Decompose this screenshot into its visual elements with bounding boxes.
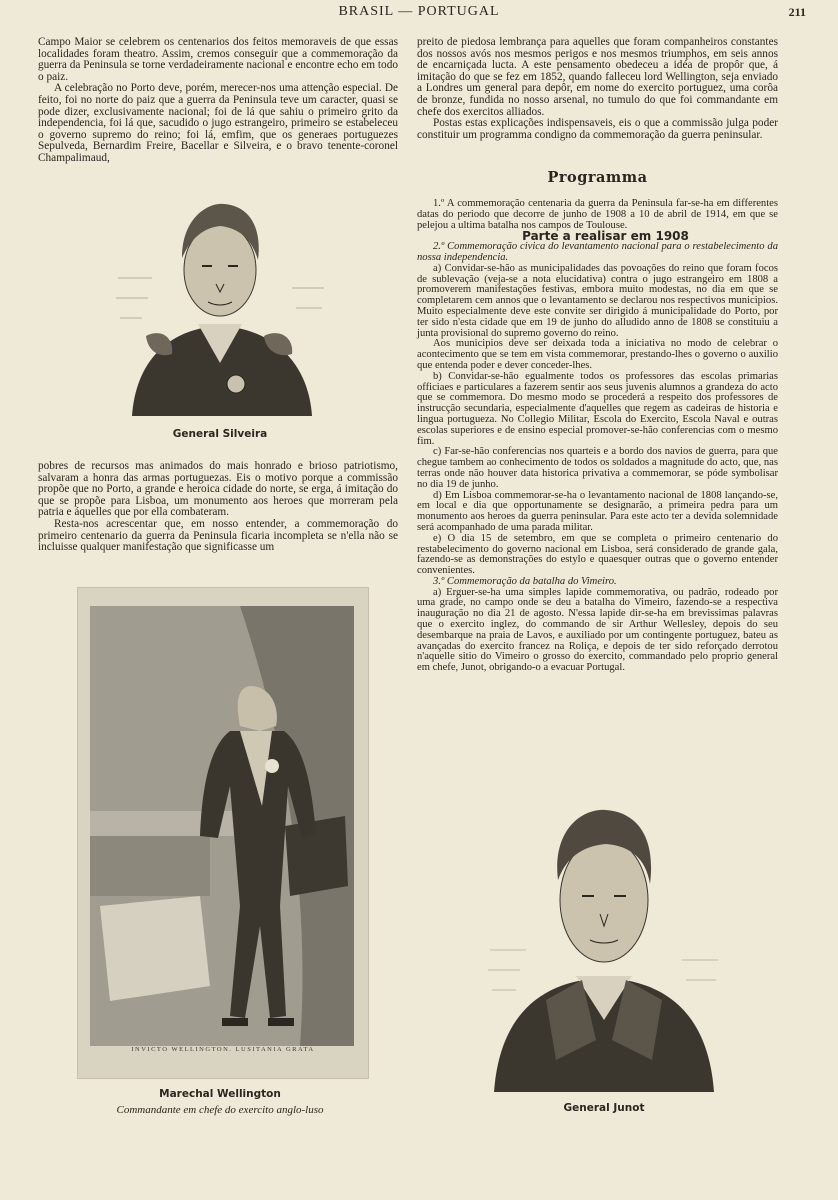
wellington-subcaption: Commandante em chefe do exercito anglo-luso [116, 1104, 324, 1116]
item-3a: a) Erguer-se-ha uma simples lapide commemorativa, ou padrão, rodeado por uma grade, no campo onde se deu a batalha do Vimeiro, fazendo-se a respectiva inauguração no dia 21 de agosto. N'essa lapide dir-se-ha em brevissimas palavras que o exercito inglez, do commando de sir Arthur Wellesley, depois do seu desembarque na praia de Lavos, e auxiliado por um contingente portuguez, bateu as avançadas do exercito francez na Roliça, e depois de ter sido reforçado derrotou n'aquelle sitio do Vimeiro o grosso do exercito, commandado pelo proprio general em chefe, Junot, obrigando-o a evacuar Portugal. [417, 586, 778, 674]
wellington-caption: Marechal Wellington [159, 1088, 281, 1100]
left-column-bottom [38, 461, 398, 554]
paragraph: pobres de recursos mas animados do mais honrado e brioso patriotismo, salvaram a honra das armas portuguezas. Eis o motivo porque a commissão propõe que no Porto, a grande e heroica cidade do norte, se erga, á imitação do que se propõe para Lisboa, um monumento aos heroes que morreram pela patria e áquelles que por ella combateram. [38, 460, 398, 519]
junot-portrait [486, 800, 722, 1092]
programme-title: Programma [547, 169, 648, 186]
item-2d: d) Em Lisboa commemorar-se-ha o levantamento nacional de 1808 lançando-se, em local e dia que opportunamente se designarão, a primeira pedra para um monumento aos heroes da guerra peninsular. Para este acto ter a devida solemnidade será acompanhado de uma parada militar. [417, 489, 778, 533]
item-3-heading: 3.º Commemoração da batalha do Vimeiro. [433, 575, 617, 587]
programme-item-1: 1.º A commemoração centenaria da guerra da Peninsula far-se-ha em differentes datas do periodo que decorre de junho de 1908 a 10 de abril de 1914, em que se pelejou a ultima batalha nos campos de Toulouse. [417, 198, 778, 231]
page-number: 211 [788, 5, 806, 19]
right-column-top [417, 37, 778, 141]
item-2-heading: 2.º Commemoração civica do levantamento nacional para o restabelecimento da nossa independencia. [417, 241, 778, 263]
item-2b: b) Convidar-se-hão egualmente todos os professores das escolas primarias officiaes e particulares a fazerem sentir aos seus juvenis alumnos a grandeza do acto que se commemora. Do mesmo modo se procederá a respeito dos professores de instrucção secundaria, especialmente d'aquelles que regem as cadeiras de historia e lingua portugueza. No Collegio Militar, Escola do Exercito, Escola Naval e outras escolas superiores e de ensino especial promover-se-hão conferencias com o mesmo fim. [417, 370, 778, 447]
silveira-portrait [112, 188, 328, 416]
item-2a: a) Convidar-se-hão as municipalidades das povoações do reino que foram focos de sublevação (veja-se a nota elucidativa) contra o jugo estrangeiro em 1808 a promoverem manifestações festivas, embora muito modestas, no dia em que se completarem cem annos que o levantamento se declarou nos respectivos municipios. Muito especialmente deve este convite ser dirigido á municipalidade do Porto, por ter sido n'esta cidade que em 19 de junho do alludido anno de 1808 se constituiu a junta provisional do supremo governo do reino. [417, 262, 778, 339]
running-title: BRASIL — PORTUGAL [338, 4, 500, 19]
item-2a-cont: Aos municipios deve ser deixada toda a iniciativa no modo de celebrar o acontecimento que se tem em vista commemorar, prestando-lhes o governo o auxilio que entenda poder e dever conceder-lhes. [417, 338, 778, 371]
wellington-plate [77, 587, 369, 1079]
page-header [0, 4, 838, 22]
paragraph: A celebração no Porto deve, porém, merecer-nos uma attenção especial. De feito, foi no norte do paiz que a guerra da Peninsula teve um caracter, quasi se pode dizer, exclusivamente nacional; foi de lá que sahiu o primeiro grito da independencia, foi lá que, sacudido o jugo estrangeiro, primeiro se estabeleceu o governo supremo do reino; foi lá, emfim, que os generaes portuguezes Sepulveda, Bernardim Freire, Bacellar e Silveira, e o bravo tenente-coronel Champalimaud, [38, 82, 398, 164]
wellington-portrait [90, 606, 354, 1046]
item-2c: c) Far-se-hão conferencias nos quarteis e a bordo dos navios de guerra, para que chegue tambem ao conhecimento de todos os soldados a magnitude do acto, que, nas terras onde não houver data historica privativa a commemorar, se póde symbolisar no dia 19 de junho. [417, 446, 778, 490]
programme-body [417, 199, 778, 674]
plate-inscription: INVICTO WELLINGTON. LUSITANIA GRATA [131, 1046, 315, 1053]
paragraph: Postas estas explicações indispensaveis, eis o que a commissão julga poder constituir um programma condigno da commemoração da guerra peninsular. [417, 117, 778, 141]
left-column-top [38, 37, 398, 165]
paragraph: preito de piedosa lembrança para aquelles que foram companheiros constantes dos nossos avós nos mesmos perigos e nos mesmos triumphos, em seis annos de encarniçada lucta. A este pensamento obedeceu a idéa de propôr que, á imitação do que se fez em 1852, quando falleceu lord Wellington, seja enviado a Londres um general para depôr, em nome do exercito portuguez, uma corôa de bronze, fundida no nosso arsenal, no tumulo do que foi commandante em chefe dos exercitos alliados. [417, 36, 778, 118]
junot-caption: General Junot [563, 1102, 645, 1114]
paragraph: Resta-nos acrescentar que, em nosso entender, a commemoração do primeiro centenario da guerra da Peninsula ficaria incompleta se n'ella não se incluisse qualquer manifestação que significasse um [38, 517, 398, 554]
silveira-caption: General Silveira [172, 428, 268, 440]
paragraph: Campo Maior se celebrem os centenarios dos feitos memoraveis de que essas localidades foram theatro. Assim, cremos conseguir que a commemoração da guerra da Peninsula se torne verdadeiramente nacional e encontre echo em todo o paiz. [38, 36, 398, 83]
programme-subtitle: Parte a realisar em 1908 [522, 229, 689, 244]
item-2e: e) O dia 15 de setembro, em que se completa o primeiro centenario do restabelecimento do governo nacional em Lisboa, será considerado de grande gala, fazendo-se as demonstrações do estylo e quaesquer outras que o governo entender convenientes. [417, 532, 778, 577]
